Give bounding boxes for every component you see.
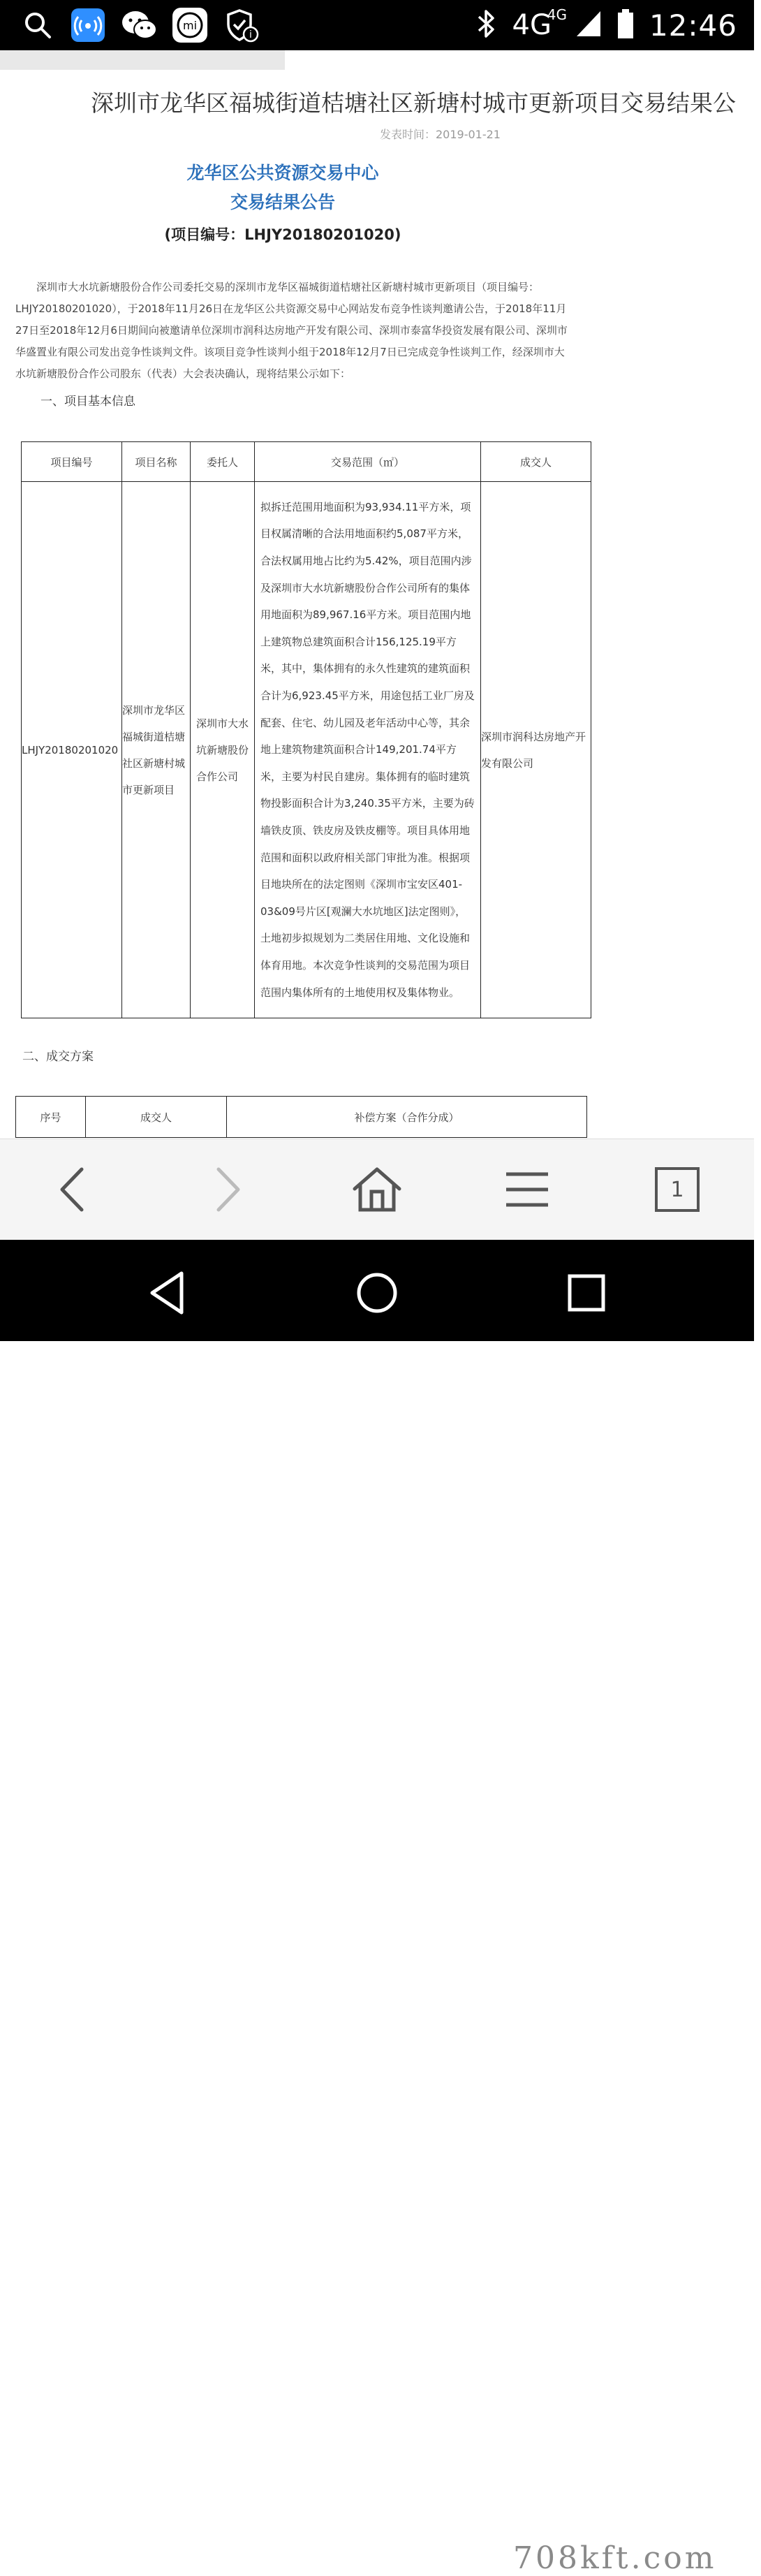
signal-icon	[575, 10, 602, 41]
network-type: 4G 4G	[512, 6, 567, 41]
svg-text:mi: mi	[182, 19, 198, 32]
nav-home-icon	[355, 1271, 399, 1315]
nav-back-button[interactable]	[140, 1265, 195, 1321]
back-icon	[52, 1165, 94, 1214]
wifi-hotspot-icon	[70, 7, 106, 43]
tab-count: 1	[670, 1177, 684, 1202]
web-content[interactable]	[0, 50, 754, 1139]
project-info-table	[21, 441, 591, 1018]
table-header: 项目名称	[122, 442, 191, 482]
cell-winner: 深圳市润科达房地产开发有限公司	[481, 482, 591, 1018]
forward-icon	[206, 1165, 248, 1214]
nav-recent-button[interactable]	[559, 1265, 614, 1321]
network-type-sup: 4G	[547, 6, 567, 23]
battery-icon	[617, 8, 634, 42]
page-title: 深圳市龙华区福城街道桔塘社区新塘村城市更新项目交易结果公	[91, 89, 736, 117]
search-icon	[20, 7, 56, 43]
menu-button[interactable]	[496, 1162, 559, 1217]
shield-notification-icon	[222, 7, 261, 43]
status-bar	[0, 0, 754, 50]
table-header: 成交人	[86, 1097, 227, 1138]
intro-paragraph: 深圳市大水坑新塘股份合作公司委托交易的深圳市龙华区福城街道桔塘社区新塘村城市更新项目（项目编号：LHJY20180201020），于2018年11月26日在龙华区公共资源交易中心网站发布竞争性谈判邀请公告，于2018年11月27日至2018年12月6日期间向被邀请单位深圳市润科达房地产开发有限公司、深圳市泰富华投资发展有限公司、深圳市华盛置业有限公司发出竞争性谈判文件。该项目竞争性谈判小组于2018年12月7日已完成竞争性谈判工作，经深圳市大水坑新塘股份合作公司股东（代表）大会表决确认，现将结果公示如下：	[15, 281, 568, 380]
cell-project-number: LHJY20180201020	[22, 482, 122, 1018]
svg-text:i: i	[249, 29, 252, 41]
table-header-row	[22, 442, 591, 482]
table-header: 补偿方案（合作分成）	[227, 1097, 587, 1138]
section-heading-deal-plan: 二、成交方案	[22, 1050, 94, 1064]
home-icon	[350, 1165, 404, 1214]
nav-home-button[interactable]	[349, 1265, 405, 1321]
top-strip	[0, 50, 285, 70]
browser-toolbar	[0, 1139, 754, 1241]
status-right-group	[476, 0, 738, 50]
table-header: 委托人	[191, 442, 255, 482]
system-nav-bar	[0, 1240, 754, 2576]
section-heading-basic-info: 一、项目基本信息	[40, 395, 135, 409]
wechat-icon	[120, 7, 159, 43]
home-button[interactable]	[346, 1162, 408, 1217]
cell-project-name: 深圳市龙华区福城街道桔塘社区新塘村城市更新项目	[122, 482, 191, 1018]
table-header: 项目编号	[22, 442, 122, 482]
table-header: 序号	[16, 1097, 86, 1138]
nav-back-icon	[147, 1271, 189, 1315]
cell-transaction-range: 拟拆迁范围用地面积为93,934.11平方米，项目权属清晰的合法用地面积约5,087平方米，合法权属用地占比约为5.42%，项目范围内涉及深圳市大水坑新塘股份合作公司所有的集体用地面积为89,967.16平方米。项目范围内地上建筑物总建筑面积合计156,125.19平方米，其中，集体拥有的永久性建筑的建筑面积合计为6,923.45平方米，用途包括工业厂房及配套、住宅、幼儿园及老年活动中心等，其余地上建筑物建筑面积合计149,201.74平方米，主要为村民自建房。集体拥有的临时建筑物投影面积合计为3,240.35平方米，主要为砖墙铁皮顶、铁皮房及铁皮棚等。项目具体用地范围和面积以政府相关部门审批为准。根据项目地块所在的法定图则《深圳市宝安区401-03&09号片区[观澜大水坑地区]法定图则》，土地初步拟规划为二类居住用地、文化设施和体育用地。本次竞争性谈判的交易范围为项目范围内集体所有的土地使用权及集体物业。	[255, 482, 481, 1018]
mi-icon	[170, 7, 209, 43]
nav-recent-icon	[567, 1273, 606, 1312]
org-title: 龙华区公共资源交易中心	[186, 163, 379, 183]
bluetooth-icon	[476, 8, 497, 43]
tabs-button[interactable]	[646, 1162, 709, 1217]
clock: 12:46	[649, 8, 737, 43]
table-header-row	[16, 1097, 587, 1138]
table-header: 交易范围（㎡）	[255, 442, 481, 482]
watermark-text: 深圳小产权信息网	[507, 2516, 731, 2547]
project-number: (项目编号：LHJY20180201020)	[164, 226, 401, 243]
watermark-subtext: 708kft.com	[513, 2540, 717, 2576]
publish-time: 发表时间：2019-01-21	[380, 128, 501, 141]
notice-title: 交易结果公告	[230, 192, 335, 212]
menu-icon	[505, 1170, 549, 1209]
cell-client: 深圳市大水坑新塘股份合作公司	[191, 482, 255, 1018]
table-header: 成交人	[481, 442, 591, 482]
back-button[interactable]	[42, 1162, 105, 1217]
deal-plan-table	[15, 1096, 587, 1138]
forward-button[interactable]	[195, 1162, 258, 1217]
tabs-icon	[655, 1167, 700, 1212]
table-row	[22, 482, 591, 1018]
